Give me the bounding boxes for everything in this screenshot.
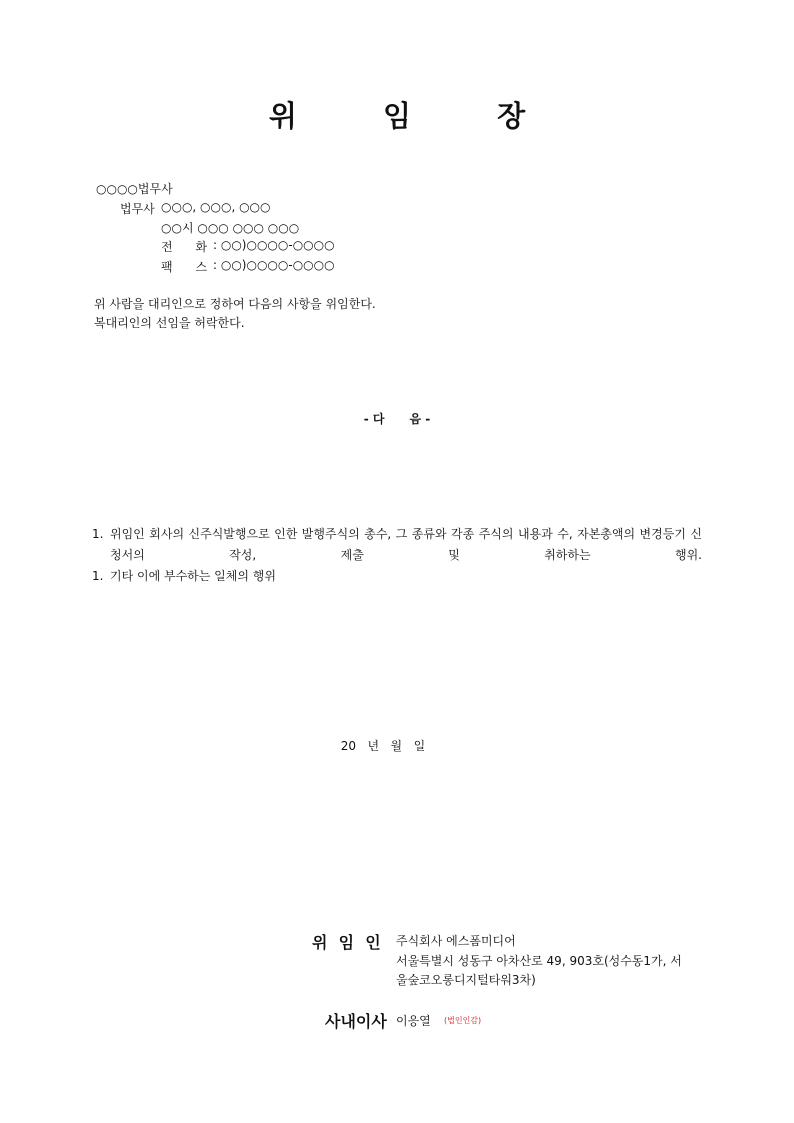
principal-address-line-2: 울숲코오롱디지털타워3차) [396, 973, 536, 987]
principal-address-line-1: 서울특별시 성동구 아차산로 49, 903호(성수동1가, 서 [396, 954, 682, 968]
corporate-seal-mark: (법인인감) [444, 1016, 482, 1025]
phone-number: : ○○)○○○○-○○○○ [213, 238, 335, 252]
section-heading: - 다 음 - [363, 412, 431, 426]
agent-address: ○○시 ○○○ ○○○ ○○○ [161, 221, 300, 235]
fax-label: 팩 스 [161, 260, 208, 274]
list-item [92, 524, 702, 566]
fax-number: : ○○)○○○○-○○○○ [213, 258, 335, 272]
document-title: 위 임 장 [268, 99, 564, 133]
item-text: 위임인 회사의 신주식발행으로 인한 발행주식의 총수, 그 종류와 각종 주식의 내용과 수, 자본총액의 변경등기 신청서의 작성, 제출 및 취하하는 행위. [110, 527, 702, 562]
agent-office: ○○○○법무사 [96, 182, 173, 196]
item-list [92, 524, 702, 587]
item-text: 기타 이에 부수하는 일체의 행위 [110, 569, 276, 583]
attorneys-label: 법무사 [120, 202, 155, 216]
intro-line-2: 복대리인의 선임을 허락한다. [94, 316, 245, 330]
attorneys-names: ○○○, ○○○, ○○○ [161, 200, 271, 214]
director-name: 이응열 [396, 1014, 431, 1028]
director-role-label: 사내이사 [325, 1012, 387, 1031]
date-line: 20 년 월 일 [340, 739, 426, 753]
item-number: 1. [92, 569, 104, 583]
principal-role-label: 위 임 인 [312, 933, 381, 952]
intro-line-1: 위 사람을 대리인으로 정하여 다음의 사항을 위임한다. [94, 297, 376, 311]
principal-company: 주식회사 에스폼미디어 [396, 934, 516, 948]
phone-label: 전 화 [161, 240, 208, 254]
item-number: 1. [92, 527, 104, 541]
list-item [92, 566, 702, 587]
